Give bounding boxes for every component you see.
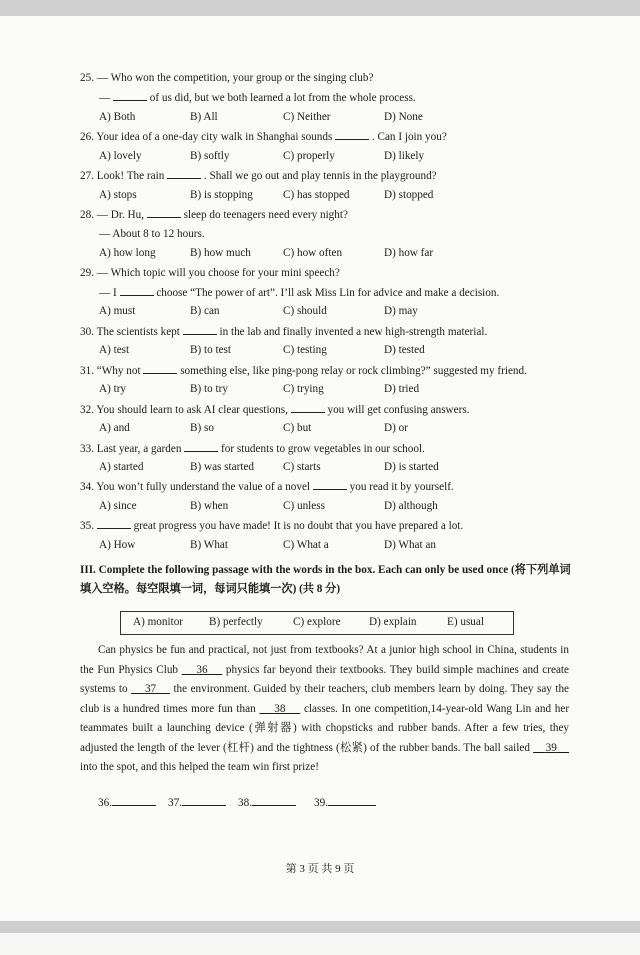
question-text: sleep do teenagers need every night? [183,209,348,222]
passage: Can physics be fun and practical, not just from textbooks? At a junior high school in China, students in the Fun Physics Club 36 physics far beyond their textbooks. They build simple machines and create systems to 37 the environment. Guided by their teachers, club members learn by doing. They say the club is a hundred times more fun than 38 classes. In one competition,14-year-old Wang Lin and her teammates built a launching device (弹射器) with chopsticks and rubber bands. After a few tries, they adjusted the length of the lever (杠杆) and the tightness (松紧) of the rubber bands. The ball sailed 39 into the spot, and this helped the team win first prize! [80,644,570,773]
option-c[interactable]: C) unless [283,499,325,512]
question-26-line [80,129,447,144]
blank-38: 38 [274,702,286,715]
question-text: — About 8 to 12 hours. [99,227,205,240]
question-30-line [80,324,487,339]
answer-blank[interactable] [313,479,347,490]
option-d[interactable]: D) is started [384,461,439,473]
option-c[interactable]: C) trying [283,383,324,396]
question-32-line [80,402,469,417]
question-text: in the lab and finally invented a new high-strength material. [219,325,488,338]
question-text: . Shall we go out and play tennis in the playground? [203,170,437,183]
option-a[interactable]: A) Both [99,110,136,123]
option-b[interactable]: B) to test [190,344,232,357]
answer-slot-39[interactable]: 39. [314,795,376,809]
question-number: 27. [80,170,94,183]
question-number: 35. [80,520,94,533]
top-border [0,0,640,16]
option-c[interactable]: C) how often [283,247,343,260]
page-number: 第 3 页 共 9 页 [285,863,355,875]
question-31-line [80,363,527,378]
option-d[interactable]: D) although [384,499,438,512]
option-b[interactable]: B) so [190,422,214,435]
question-28-line [99,227,205,241]
question-28-line [80,207,348,222]
question-33-line [80,441,425,456]
question-number: 33. [80,442,94,455]
word-box-item: B) perfectly [209,616,263,628]
option-a[interactable]: A) stops [99,188,137,201]
answer-blank[interactable] [335,129,369,140]
question-text: Look! The rain [96,170,165,183]
option-b[interactable]: B) when [190,499,229,512]
question-text: “Why not [96,364,141,377]
blank-36: 36 [196,663,208,676]
blank-37: 37 [144,683,157,695]
question-number: 26. [80,131,94,144]
question-text: you will get confusing answers. [327,403,470,416]
option-d[interactable]: D) What an [384,538,436,551]
option-a[interactable]: A) must [99,305,136,318]
question-number: 31. [80,364,94,377]
option-d[interactable]: D) tried [384,383,420,396]
question-text: You won’t fully understand the value of a novel [96,481,311,494]
question-text: — I [99,286,117,299]
question-text: of us did, but we both learned a lot from the whole process. [149,92,416,105]
question-text: great progress you have made! It is no doubt that you have prepared a lot. [133,520,464,533]
option-c[interactable]: C) starts [283,461,321,473]
option-b[interactable]: B) to try [190,383,228,396]
option-b[interactable]: B) is stopping [190,188,253,201]
option-b[interactable]: B) can [190,305,220,318]
question-number: 30. [80,325,94,338]
question-text: for students to grow vegetables in our school. [221,442,425,455]
answer-blank[interactable] [143,363,177,374]
answer-slot-37[interactable]: 37. [168,795,226,809]
answer-blank[interactable] [291,402,325,413]
question-number: 28. [80,209,94,222]
option-a[interactable]: A) since [99,499,137,512]
question-text: The scientists kept [96,325,180,338]
answer-slot-38[interactable]: 38. [238,795,296,809]
option-d[interactable]: D) likely [384,149,425,162]
option-c[interactable]: C) What a [283,538,329,551]
option-c[interactable]: C) has stopped [283,188,350,201]
word-box-item: D) explain [369,616,417,628]
answer-blank[interactable] [97,518,131,529]
option-a[interactable]: A) started [99,461,144,473]
option-d[interactable]: D) may [384,305,418,318]
bottom-border [0,921,640,933]
question-35-line [80,518,463,533]
option-a[interactable]: A) try [99,383,127,396]
question-text: — Which topic will you choose for your mini speech? [96,266,340,279]
option-a[interactable]: A) How [99,538,136,551]
question-text: Last year, a garden [96,442,182,455]
answer-blank[interactable] [183,324,217,335]
question-text: something else, like ping-pong relay or rock climbing?” suggested my friend. [180,364,527,377]
question-25-line [80,71,373,85]
option-a[interactable]: A) lovely [99,149,142,162]
option-d[interactable]: D) None [384,110,423,123]
question-text: — Who won the competition, your group or the singing club? [96,72,374,84]
question-number: 32. [80,403,94,416]
option-d[interactable]: D) or [384,422,408,435]
answer-blank[interactable] [184,441,218,452]
option-a[interactable]: A) how long [99,247,156,260]
word-box-item: C) explore [293,616,341,628]
option-c[interactable]: C) testing [283,344,327,357]
option-b[interactable]: B) All [190,110,218,123]
option-b[interactable]: B) softly [190,149,230,162]
question-text: Your idea of a one-day city walk in Shanghai sounds [96,131,333,144]
word-box-item: E) usual [447,616,484,628]
option-d[interactable]: D) stopped [384,188,434,201]
answer-blank[interactable] [147,207,181,218]
option-c[interactable]: C) properly [283,149,335,162]
question-number: 34. [80,481,94,494]
option-c[interactable]: C) should [283,305,327,318]
question-text: . Can I join you? [371,131,447,144]
option-d[interactable]: D) tested [384,344,425,357]
question-text: choose “The power of art”. I’ll ask Miss Lin for advice and make a decision. [156,286,500,299]
question-25-line [99,90,416,105]
answer-blank[interactable] [113,90,147,101]
question-29-line [99,285,499,300]
answer-blank[interactable] [167,168,201,179]
question-number: 25. [80,72,94,84]
question-number: 29. [80,266,94,279]
question-text: — [99,92,111,105]
question-27-line [80,168,437,183]
option-c[interactable]: C) Neither [283,110,331,123]
question-text: you read it by yourself. [349,481,454,494]
option-d[interactable]: D) how far [384,247,434,260]
option-a[interactable]: A) and [99,422,130,435]
question-29-line [80,266,340,280]
question-text: You should learn to ask AI clear questions, [96,403,288,416]
option-b[interactable]: B) What [190,538,229,551]
word-box-item: A) monitor [133,616,184,628]
option-b[interactable]: B) how much [190,247,251,260]
option-c[interactable]: C) but [283,422,312,435]
word-box [120,611,514,635]
blank-39: 39 [545,741,557,754]
option-a[interactable]: A) test [99,344,130,357]
section-iii-heading: III. Complete the following passage with the words in the box. Each can only be used once (将下列单词填入空格。每空限填一词，每词只能填一次) (共 8 分) [80,564,571,595]
option-b[interactable]: B) was started [190,461,255,473]
answer-blank[interactable] [120,285,154,296]
question-text: — Dr. Hu, [96,209,145,222]
question-34-line [80,479,454,494]
answer-slot-36[interactable]: 36. [98,795,156,809]
